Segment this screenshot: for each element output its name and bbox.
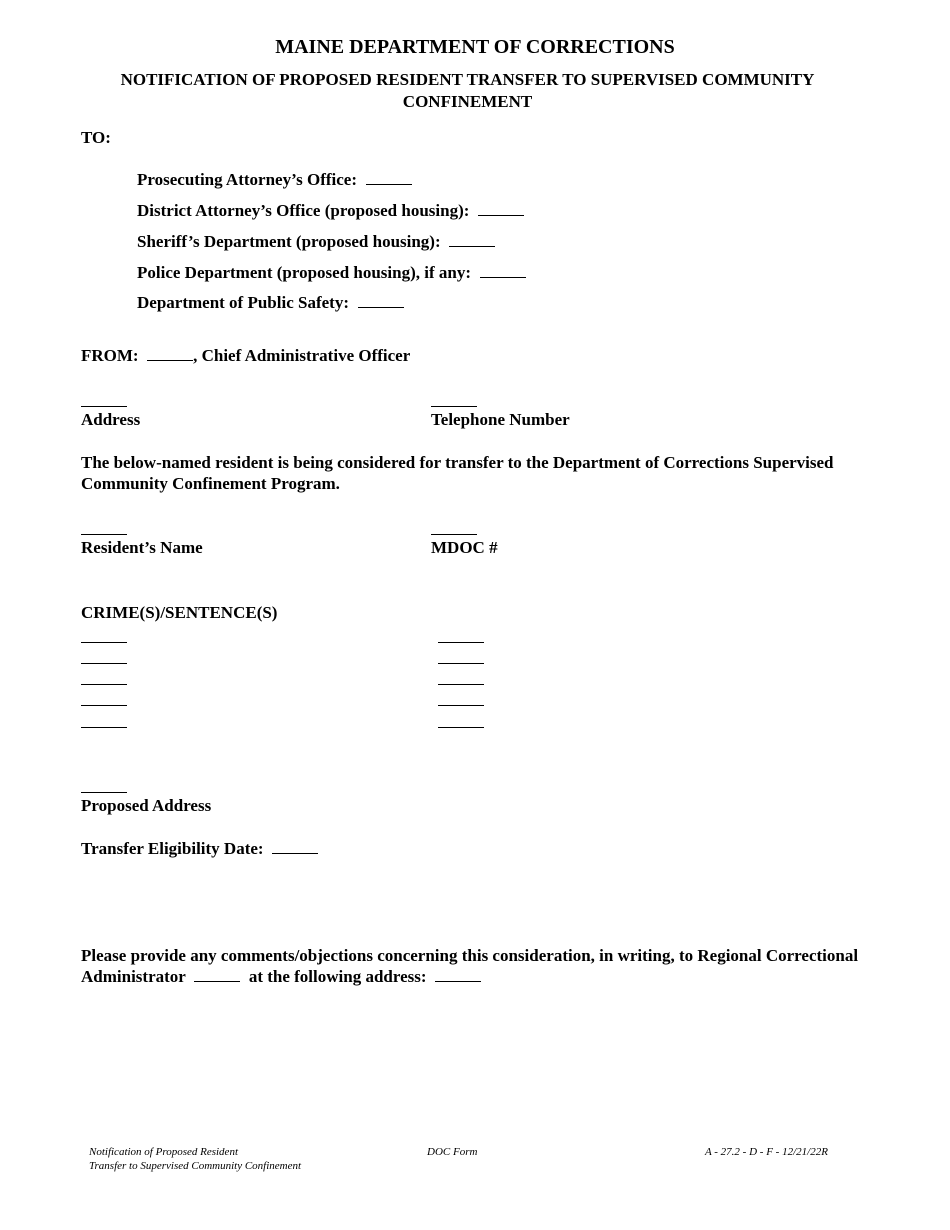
recipient-label: Sheriff’s Department (proposed housing): — [137, 232, 441, 251]
consideration-statement: The below-named resident is being considered for transfer to the Department of Corrections Supervised Community Confinement Program. — [81, 453, 834, 493]
sentence-blank[interactable] — [438, 705, 484, 706]
sentence-blank[interactable] — [438, 684, 484, 685]
sentence-blank[interactable] — [438, 727, 484, 728]
district-attorney-blank[interactable] — [478, 201, 524, 216]
to-label: TO: — [81, 128, 111, 147]
mdoc-label: MDOC # — [431, 538, 498, 557]
recipient-district-attorney — [137, 200, 524, 221]
crime-blank[interactable] — [81, 642, 127, 643]
sentence-blank[interactable] — [438, 663, 484, 664]
transfer-date-row — [81, 838, 318, 859]
from-label: FROM: — [81, 346, 139, 365]
sheriff-blank[interactable] — [449, 232, 495, 247]
address-label: Address — [81, 410, 141, 429]
footer-form-name — [89, 1145, 301, 1173]
recipient-label: Police Department (proposed housing), if any: — [137, 263, 472, 282]
from-blank[interactable] — [147, 346, 193, 361]
footer-doc-form: DOC Form — [427, 1146, 478, 1158]
resident-name-label: Resident’s Name — [81, 538, 203, 557]
crime-blank[interactable] — [81, 663, 127, 664]
prosecuting-attorney-blank[interactable] — [366, 170, 412, 185]
from-row — [81, 345, 410, 366]
from-suffix: , Chief Administrative Officer — [193, 346, 411, 365]
recipient-label: Prosecuting Attorney’s Office: — [137, 170, 357, 189]
crime-blank[interactable] — [81, 727, 127, 728]
proposed-address-label: Proposed Address — [81, 796, 212, 815]
recipient-label: District Attorney’s Office (proposed housing): — [137, 201, 470, 220]
public-safety-blank[interactable] — [358, 293, 404, 308]
footer-line: Notification of Proposed Resident — [89, 1146, 238, 1158]
crime-blank[interactable] — [81, 684, 127, 685]
form-subtitle: NOTIFICATION OF PROPOSED RESIDENT TRANSFER TO SUPERVISED COMMUNITY CONFINEMENT — [120, 70, 815, 111]
crime-blank[interactable] — [81, 705, 127, 706]
sentence-blank[interactable] — [438, 642, 484, 643]
recipient-police — [137, 262, 526, 283]
page-title: MAINE DEPARTMENT OF CORRECTIONS — [275, 36, 675, 58]
comments-text-address: at the following address: — [248, 967, 427, 986]
administrator-address-blank[interactable] — [435, 967, 481, 982]
footer-line: Transfer to Supervised Community Confinement — [89, 1160, 302, 1172]
proposed-address-blank[interactable] — [81, 792, 127, 793]
telephone-label: Telephone Number — [431, 410, 570, 429]
resident-name-blank[interactable] — [81, 534, 127, 535]
administrator-blank[interactable] — [194, 967, 240, 982]
transfer-date-blank[interactable] — [272, 839, 318, 854]
recipient-label: Department of Public Safety: — [137, 293, 349, 312]
police-blank[interactable] — [480, 263, 526, 278]
telephone-blank[interactable] — [431, 406, 477, 407]
transfer-date-label: Transfer Eligibility Date: — [81, 839, 264, 858]
comments-request — [81, 945, 861, 987]
mdoc-blank[interactable] — [431, 534, 477, 535]
address-blank[interactable] — [81, 406, 127, 407]
recipient-prosecuting-attorney — [137, 169, 412, 190]
crimes-sentences-label: CRIME(S)/SENTENCE(S) — [81, 603, 278, 622]
comments-text: Please provide any comments/objections concerning this consideration, in writing, to Regional Correctional Administrator — [81, 946, 859, 986]
recipient-sheriff — [137, 231, 495, 252]
recipient-public-safety — [137, 292, 404, 313]
footer-form-code: A - 27.2 - D - F - 12/21/22R — [705, 1146, 828, 1158]
